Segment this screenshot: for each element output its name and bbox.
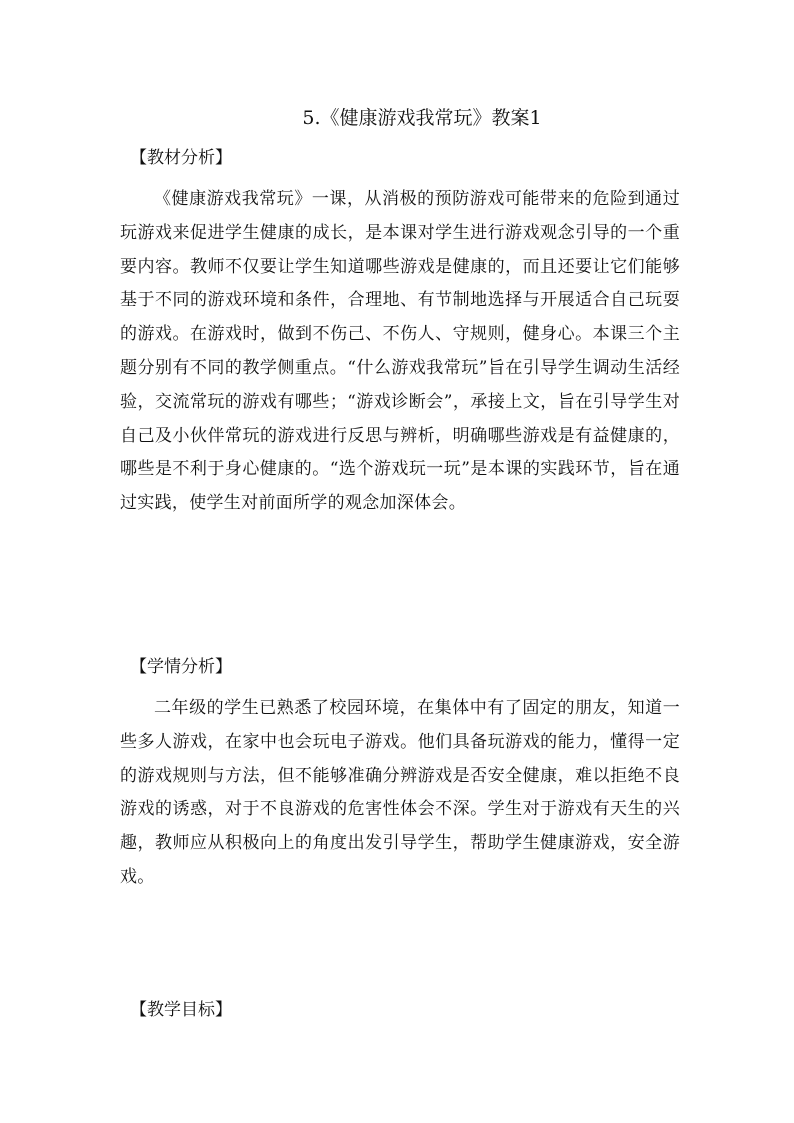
paragraph-textbook-analysis: 《健康游戏我常玩》一课，从消极的预防游戏可能带来的危险到通过玩游戏来促进学生健康的成长，是本课对学生进行游戏观念引导的一个重要内容。教师不仅要让学生知道哪些游戏是健康的，而且还要让它们能够基于不同的游戏环境和条件，合理地、有节制地选择与开展适合自己玩耍的游戏。在游戏时，做到不伤己、不伤人、守规则，健身心。本课三个主题分别有不同的教学侧重点。“什么游戏我常玩”旨在引导学生调动生活经验，交流常玩的游戏有哪些；“游戏诊断会”，承接上文，旨在引导学生对自己及小伙伴常玩的游戏进行反思与辨析，明确哪些游戏是有益健康的，哪些是不利于身心健康的。“选个游戏玩一玩”是本课的实践环节，旨在通过实践，使学生对前面所学的观念加深体会。 xyxy=(120,189,680,514)
section-heading-teaching-goals: 【教学目标】 xyxy=(130,1000,232,1020)
section-heading-student-analysis: 【学情分析】 xyxy=(130,657,232,677)
paragraph-student-analysis: 二年级的学生已熟悉了校园环境，在集体中有了固定的朋友，知道一些多人游戏，在家中也会玩电子游戏。他们具备玩游戏的能力，懂得一定的游戏规则与方法，但不能够准确分辨游戏是否安全健康，难以拒绝不良游戏的诱惑，对于不良游戏的危害性体会不深。学生对于游戏有天生的兴趣，教师应从积极向上的角度出发引导学生，帮助学生健康游戏，安全游戏。 xyxy=(120,698,680,887)
document-title: 5.《健康游戏我常玩》教案1 xyxy=(302,107,542,129)
section-heading-textbook-analysis: 【教材分析】 xyxy=(130,148,232,168)
